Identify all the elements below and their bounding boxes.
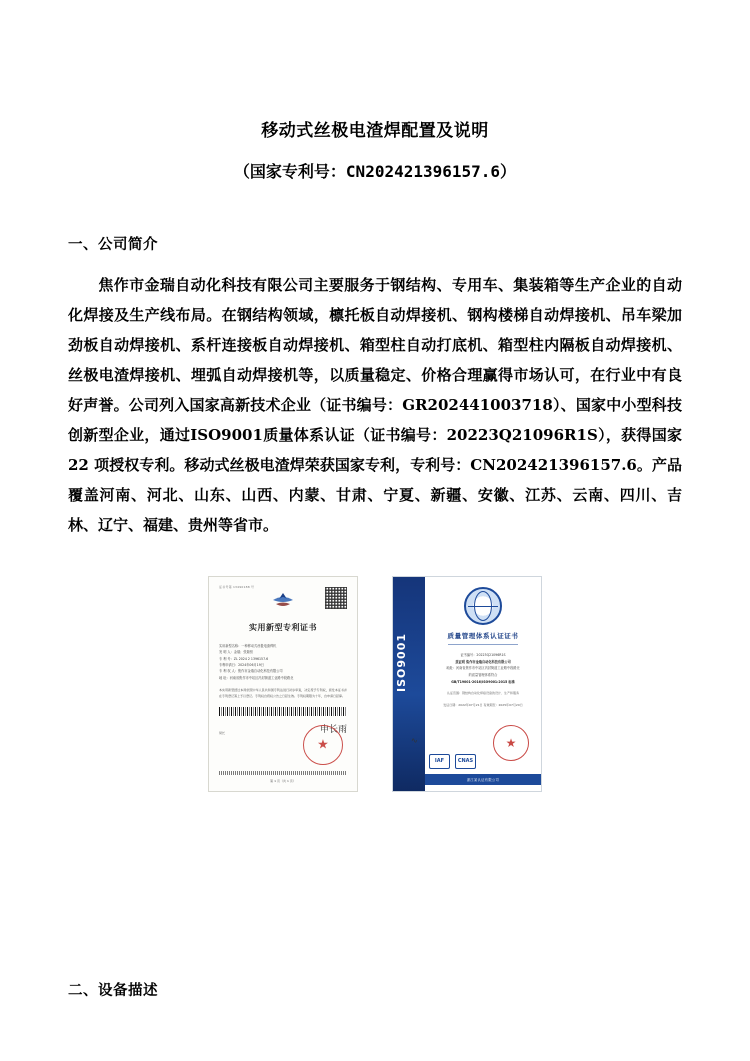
iso-certificate-title: 质量管理体系认证证书: [447, 631, 519, 640]
patent-field: 地 址：河南省焦作市中站区冯封街道工业路中段路北: [219, 675, 294, 680]
divider: [448, 644, 518, 645]
patent-field: 发 明 人：金瑞；张瑞恒: [219, 650, 253, 655]
section-heading-equipment-description: 二、设备描述: [68, 983, 158, 999]
cnas-logo-icon: CNAS: [455, 754, 476, 769]
patent-field: 实用新型名称：一种移动式丝极电渣焊机: [219, 643, 277, 648]
patent-page-footer: 第 1 页（共 1 页）: [270, 778, 296, 783]
patent-fields: [219, 643, 347, 681]
globe-icon: [464, 587, 502, 625]
patent-field: 专 利 权 人：焦作市金瑞自动化科技有限公司: [219, 669, 283, 674]
red-seal-icon: [303, 725, 343, 765]
iso-line: 兹证明 焦作市金瑞自动化科技有限公司: [455, 659, 511, 664]
barcode-icon: [219, 707, 347, 716]
patent-certificate-image: [208, 576, 358, 792]
iso-issue-dates: 发证日期：2022年07月21日 有效期至：2025年07月20日: [443, 703, 523, 708]
patent-number-subtitle: （国家专利号：CN202421396157.6）: [233, 162, 517, 182]
iso-certificate-image: [392, 576, 542, 792]
patent-sign-label: 局长: [219, 731, 226, 736]
iso-signature: ∿: [410, 735, 419, 746]
accreditation-logos: [429, 754, 476, 769]
iso-footer: 浙江某认证有限公司: [425, 774, 541, 785]
company-intro-paragraph: [68, 270, 682, 540]
iso-scope: 认证范围：钢结构自动化焊接设备的设计、生产和服务: [446, 691, 519, 696]
iso-band-label: ISO9001: [395, 632, 408, 692]
security-strip: [219, 771, 347, 775]
iso-line: 地址：河南省焦作市中站区冯封街道工业路中段路北: [446, 666, 520, 671]
iso-lines: [433, 652, 533, 686]
iso-line: GB/T19001-2016/ISO9001:2015 标准: [451, 679, 515, 684]
patent-signature: 申长雨: [319, 725, 347, 735]
iaf-logo-icon: IAF: [429, 754, 450, 769]
emblem-svg: [270, 591, 296, 613]
iso-line: 证书编号：20223Q21096R1S: [460, 652, 506, 657]
national-emblem-icon: [270, 591, 296, 613]
certificate-images-row: [68, 576, 682, 792]
patent-certificate-title: 实用新型专利证书: [249, 622, 317, 632]
patent-field: 专 利 号：ZL 2024 2 1396157.6: [219, 656, 269, 661]
qr-code-icon: [325, 587, 347, 609]
patent-field: 专利申请日：2024年06月19日: [219, 663, 264, 667]
patent-certificate-number: 证书号第 13490188 号: [219, 584, 255, 589]
patent-sign-labels: [219, 730, 225, 737]
section-heading-company-intro: 一、公司简介: [68, 236, 158, 253]
iso-line: 的质量管理体系符合: [468, 672, 498, 677]
company-intro-text: 焦作市金瑞自动化科技有限公司主要服务于钢结构、专用车、集装箱等生产企业的自动化焊接及生产线布局。在钢结构领域，檩托板自动焊接机、钢构楼梯自动焊接机、吊车梁加劲板自动焊接机、系杆连接板自动焊接机、箱型柱自动打底机、箱型柱内隔板自动焊接机、丝极电渣焊接机、埋弧自动焊接机等，以质量稳定、价格合理赢得市场认可，在行业中有良好声誉。公司列入国家高新技术企业（证书编号：GR202441003718）、国家中小型科技创新型企业，通过ISO9001质量体系认证（证书编号：20223Q21096R1S），获得国家 22 项授权专利。移动式丝极电渣焊荣获国家专利，专利号：CN202421396157.6。产品覆盖河南、河北、山东、山西、内蒙、甘肃、宁夏、新疆、安徽、江苏、云南、四川、吉林、辽宁、福建、贵州等省市。: [68, 275, 682, 534]
patent-paragraph: 本实用新型经过本局依照中华人民共和国专利法进行初步审查，决定授予专利权，颁发本证书并在专利登记簿上予以登记。专利权自授权公告之日起生效。专利权期限为十年，自申请日起算。: [219, 688, 347, 698]
red-seal-icon: [493, 725, 529, 761]
page-title: 移动式丝极电渣焊配置及说明: [261, 121, 489, 141]
